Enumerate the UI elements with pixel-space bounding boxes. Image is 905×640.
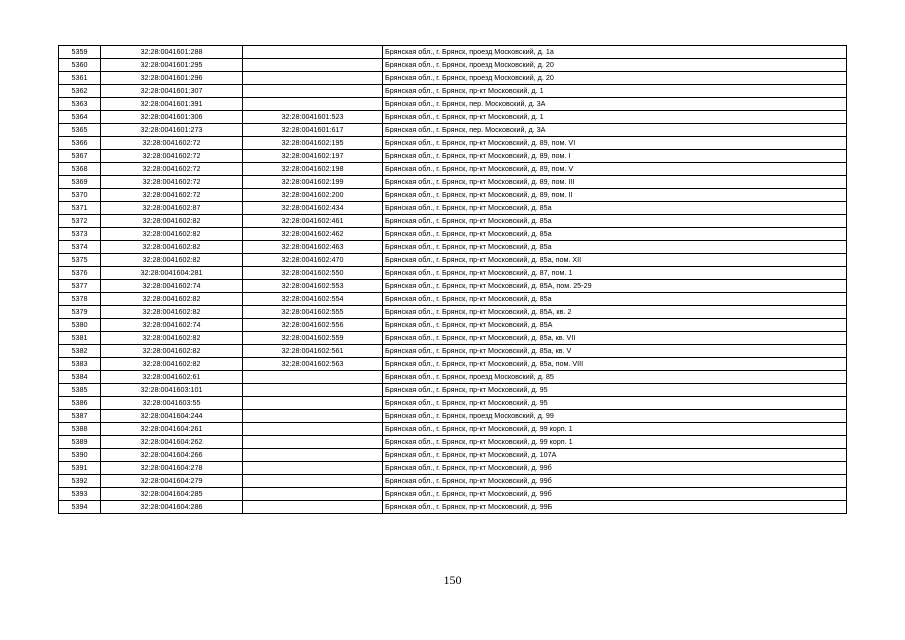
object-cadastral-number-cell: 32:28:0041602:470 [243,254,383,267]
table-row [59,163,847,176]
row-number-cell: 5373 [59,228,101,241]
address-cell: Брянская обл., г. Брянск, проезд Московский, д. 99 [383,410,847,423]
row-number-cell: 5367 [59,150,101,163]
parcel-cadastral-number-cell: 32:28:0041604:286 [101,501,243,514]
row-number-cell: 5392 [59,475,101,488]
object-cadastral-number-cell: 32:28:0041602:195 [243,137,383,150]
object-cadastral-number-cell [243,46,383,59]
address-cell: Брянская обл., г. Брянск, пр-кт Московский, д. 85а [383,215,847,228]
row-number-cell: 5387 [59,410,101,423]
table-row [59,410,847,423]
object-cadastral-number-cell: 32:28:0041602:554 [243,293,383,306]
object-cadastral-number-cell: 32:28:0041602:461 [243,215,383,228]
parcel-cadastral-number-cell: 32:28:0041602:74 [101,319,243,332]
table-row [59,371,847,384]
object-cadastral-number-cell [243,72,383,85]
row-number-cell: 5372 [59,215,101,228]
parcel-cadastral-number-cell: 32:28:0041602:82 [101,332,243,345]
parcel-cadastral-number-cell: 32:28:0041602:82 [101,241,243,254]
parcel-cadastral-number-cell: 32:28:0041602:87 [101,202,243,215]
object-cadastral-number-cell [243,98,383,111]
table-row [59,436,847,449]
row-number-cell: 5375 [59,254,101,267]
table-row [59,150,847,163]
table-row [59,332,847,345]
object-cadastral-number-cell: 32:28:0041602:555 [243,306,383,319]
table-row [59,124,847,137]
address-cell: Брянская обл., г. Брянск, пр-кт Московский, д. 89, пом. VI [383,137,847,150]
parcel-cadastral-number-cell: 32:28:0041604:266 [101,449,243,462]
address-cell: Брянская обл., г. Брянск, пр-кт Московский, д. 89, пом. II [383,189,847,202]
table-row [59,189,847,202]
table-row [59,345,847,358]
object-cadastral-number-cell: 32:28:0041602:199 [243,176,383,189]
row-number-cell: 5371 [59,202,101,215]
row-number-cell: 5383 [59,358,101,371]
address-cell: Брянская обл., г. Брянск, пр-кт Московский, д. 1 [383,111,847,124]
address-cell: Брянская обл., г. Брянск, пр-кт Московский, д. 85а, пом. XII [383,254,847,267]
object-cadastral-number-cell [243,384,383,397]
object-cadastral-number-cell: 32:28:0041602:198 [243,163,383,176]
parcel-cadastral-number-cell: 32:28:0041601:296 [101,72,243,85]
registry-table [58,45,847,514]
row-number-cell: 5374 [59,241,101,254]
row-number-cell: 5377 [59,280,101,293]
object-cadastral-number-cell [243,410,383,423]
parcel-cadastral-number-cell: 32:28:0041602:74 [101,280,243,293]
object-cadastral-number-cell [243,371,383,384]
row-number-cell: 5361 [59,72,101,85]
parcel-cadastral-number-cell: 32:28:0041602:72 [101,150,243,163]
row-number-cell: 5378 [59,293,101,306]
parcel-cadastral-number-cell: 32:28:0041602:82 [101,293,243,306]
object-cadastral-number-cell [243,436,383,449]
address-cell: Брянская обл., г. Брянск, пр-кт Московский, д. 85а [383,228,847,241]
page-number: 150 [443,573,462,587]
address-cell: Брянская обл., г. Брянск, пер. Московский, д. 3А [383,98,847,111]
table-row [59,46,847,59]
table-row [59,137,847,150]
parcel-cadastral-number-cell: 32:28:0041602:82 [101,228,243,241]
table-row [59,59,847,72]
parcel-cadastral-number-cell: 32:28:0041604:285 [101,488,243,501]
object-cadastral-number-cell: 32:28:0041601:523 [243,111,383,124]
table-row [59,72,847,85]
object-cadastral-number-cell [243,475,383,488]
object-cadastral-number-cell: 32:28:0041602:463 [243,241,383,254]
address-cell: Брянская обл., г. Брянск, пр-кт Московский, д. 107А [383,449,847,462]
address-cell: Брянская обл., г. Брянск, пр-кт Московский, д. 99б [383,475,847,488]
parcel-cadastral-number-cell: 32:28:0041601:273 [101,124,243,137]
parcel-cadastral-number-cell: 32:28:0041604:262 [101,436,243,449]
address-cell: Брянская обл., г. Брянск, пр-кт Московский, д. 99б [383,462,847,475]
address-cell: Брянская обл., г. Брянск, пр-кт Московский, д. 85А [383,319,847,332]
object-cadastral-number-cell: 32:28:0041602:197 [243,150,383,163]
row-number-cell: 5379 [59,306,101,319]
object-cadastral-number-cell [243,397,383,410]
row-number-cell: 5384 [59,371,101,384]
parcel-cadastral-number-cell: 32:28:0041601:307 [101,85,243,98]
table-row [59,85,847,98]
row-number-cell: 5376 [59,267,101,280]
table-row [59,111,847,124]
parcel-cadastral-number-cell: 32:28:0041602:72 [101,189,243,202]
row-number-cell: 5364 [59,111,101,124]
parcel-cadastral-number-cell: 32:28:0041603:101 [101,384,243,397]
address-cell: Брянская обл., г. Брянск, проезд Московский, д. 20 [383,72,847,85]
table-row [59,501,847,514]
table-row [59,319,847,332]
address-cell: Брянская обл., г. Брянск, пр-кт Московский, д. 85а, кв. VII [383,332,847,345]
object-cadastral-number-cell [243,85,383,98]
address-cell: Брянская обл., г. Брянск, пр-кт Московский, д. 95 [383,397,847,410]
row-number-cell: 5365 [59,124,101,137]
address-cell: Брянская обл., г. Брянск, пр-кт Московский, д. 85а [383,241,847,254]
row-number-cell: 5388 [59,423,101,436]
table-row [59,358,847,371]
object-cadastral-number-cell: 32:28:0041602:556 [243,319,383,332]
address-cell: Брянская обл., г. Брянск, пр-кт Московский, д. 85а [383,202,847,215]
table-row [59,449,847,462]
address-cell: Брянская обл., г. Брянск, пр-кт Московский, д. 99 корп. 1 [383,423,847,436]
object-cadastral-number-cell: 32:28:0041602:550 [243,267,383,280]
table-row [59,176,847,189]
row-number-cell: 5368 [59,163,101,176]
object-cadastral-number-cell [243,423,383,436]
row-number-cell: 5362 [59,85,101,98]
parcel-cadastral-number-cell: 32:28:0041602:82 [101,215,243,228]
object-cadastral-number-cell: 32:28:0041602:563 [243,358,383,371]
table-row [59,488,847,501]
object-cadastral-number-cell: 32:28:0041601:617 [243,124,383,137]
row-number-cell: 5386 [59,397,101,410]
address-cell: Брянская обл., г. Брянск, пр-кт Московский, д. 85а, пом. VIII [383,358,847,371]
object-cadastral-number-cell: 32:28:0041602:462 [243,228,383,241]
address-cell: Брянская обл., г. Брянск, пр-кт Московский, д. 99б [383,488,847,501]
parcel-cadastral-number-cell: 32:28:0041602:82 [101,254,243,267]
table-row [59,423,847,436]
parcel-cadastral-number-cell: 32:28:0041602:82 [101,306,243,319]
address-cell: Брянская обл., г. Брянск, пер. Московский, д. 3А [383,124,847,137]
address-cell: Брянская обл., г. Брянск, пр-кт Московский, д. 87, пом. 1 [383,267,847,280]
object-cadastral-number-cell [243,501,383,514]
parcel-cadastral-number-cell: 32:28:0041604:279 [101,475,243,488]
parcel-cadastral-number-cell: 32:28:0041603:55 [101,397,243,410]
table-row [59,293,847,306]
parcel-cadastral-number-cell: 32:28:0041601:306 [101,111,243,124]
address-cell: Брянская обл., г. Брянск, пр-кт Московский, д. 85А, пом. 25-29 [383,280,847,293]
parcel-cadastral-number-cell: 32:28:0041604:244 [101,410,243,423]
address-cell: Брянская обл., г. Брянск, пр-кт Московский, д. 89, пом. III [383,176,847,189]
address-cell: Брянская обл., г. Брянск, пр-кт Московский, д. 99 корп. 1 [383,436,847,449]
address-cell: Брянская обл., г. Брянск, пр-кт Московский, д. 85А, кв. 2 [383,306,847,319]
parcel-cadastral-number-cell: 32:28:0041602:72 [101,176,243,189]
row-number-cell: 5359 [59,46,101,59]
object-cadastral-number-cell [243,462,383,475]
table-row [59,267,847,280]
row-number-cell: 5385 [59,384,101,397]
address-cell: Брянская обл., г. Брянск, пр-кт Московский, д. 95 [383,384,847,397]
address-cell: Брянская обл., г. Брянск, пр-кт Московский, д. 85а [383,293,847,306]
address-cell: Брянская обл., г. Брянск, пр-кт Московский, д. 89, пом. V [383,163,847,176]
address-cell: Брянская обл., г. Брянск, проезд Московский, д. 1а [383,46,847,59]
address-cell: Брянская обл., г. Брянск, пр-кт Московский, д. 89, пом. I [383,150,847,163]
parcel-cadastral-number-cell: 32:28:0041604:278 [101,462,243,475]
row-number-cell: 5391 [59,462,101,475]
row-number-cell: 5369 [59,176,101,189]
table-row [59,202,847,215]
object-cadastral-number-cell: 32:28:0041602:553 [243,280,383,293]
address-cell: Брянская обл., г. Брянск, пр-кт Московский, д. 99Б [383,501,847,514]
parcel-cadastral-number-cell: 32:28:0041602:82 [101,358,243,371]
table-row [59,384,847,397]
object-cadastral-number-cell: 32:28:0041602:559 [243,332,383,345]
table-row [59,228,847,241]
table-row [59,397,847,410]
table-row [59,306,847,319]
object-cadastral-number-cell [243,59,383,72]
object-cadastral-number-cell: 32:28:0041602:434 [243,202,383,215]
parcel-cadastral-number-cell: 32:28:0041602:72 [101,137,243,150]
row-number-cell: 5366 [59,137,101,150]
parcel-cadastral-number-cell: 32:28:0041601:295 [101,59,243,72]
parcel-cadastral-number-cell: 32:28:0041602:61 [101,371,243,384]
row-number-cell: 5393 [59,488,101,501]
row-number-cell: 5382 [59,345,101,358]
registry-table-body [59,46,847,514]
row-number-cell: 5390 [59,449,101,462]
table-row [59,462,847,475]
table-row [59,241,847,254]
table-row [59,254,847,267]
row-number-cell: 5380 [59,319,101,332]
parcel-cadastral-number-cell: 32:28:0041602:82 [101,345,243,358]
object-cadastral-number-cell: 32:28:0041602:200 [243,189,383,202]
address-cell: Брянская обл., г. Брянск, пр-кт Московский, д. 85а, кв. V [383,345,847,358]
table-row [59,280,847,293]
object-cadastral-number-cell [243,488,383,501]
parcel-cadastral-number-cell: 32:28:0041604:281 [101,267,243,280]
parcel-cadastral-number-cell: 32:28:0041601:288 [101,46,243,59]
address-cell: Брянская обл., г. Брянск, проезд Московский, д. 20 [383,59,847,72]
row-number-cell: 5370 [59,189,101,202]
row-number-cell: 5363 [59,98,101,111]
parcel-cadastral-number-cell: 32:28:0041602:72 [101,163,243,176]
row-number-cell: 5394 [59,501,101,514]
address-cell: Брянская обл., г. Брянск, проезд Московский, д. 85 [383,371,847,384]
object-cadastral-number-cell [243,449,383,462]
object-cadastral-number-cell: 32:28:0041602:561 [243,345,383,358]
table-row [59,475,847,488]
table-row [59,215,847,228]
row-number-cell: 5360 [59,59,101,72]
address-cell: Брянская обл., г. Брянск, пр-кт Московский, д. 1 [383,85,847,98]
row-number-cell: 5389 [59,436,101,449]
parcel-cadastral-number-cell: 32:28:0041604:261 [101,423,243,436]
table-row [59,98,847,111]
parcel-cadastral-number-cell: 32:28:0041601:391 [101,98,243,111]
row-number-cell: 5381 [59,332,101,345]
